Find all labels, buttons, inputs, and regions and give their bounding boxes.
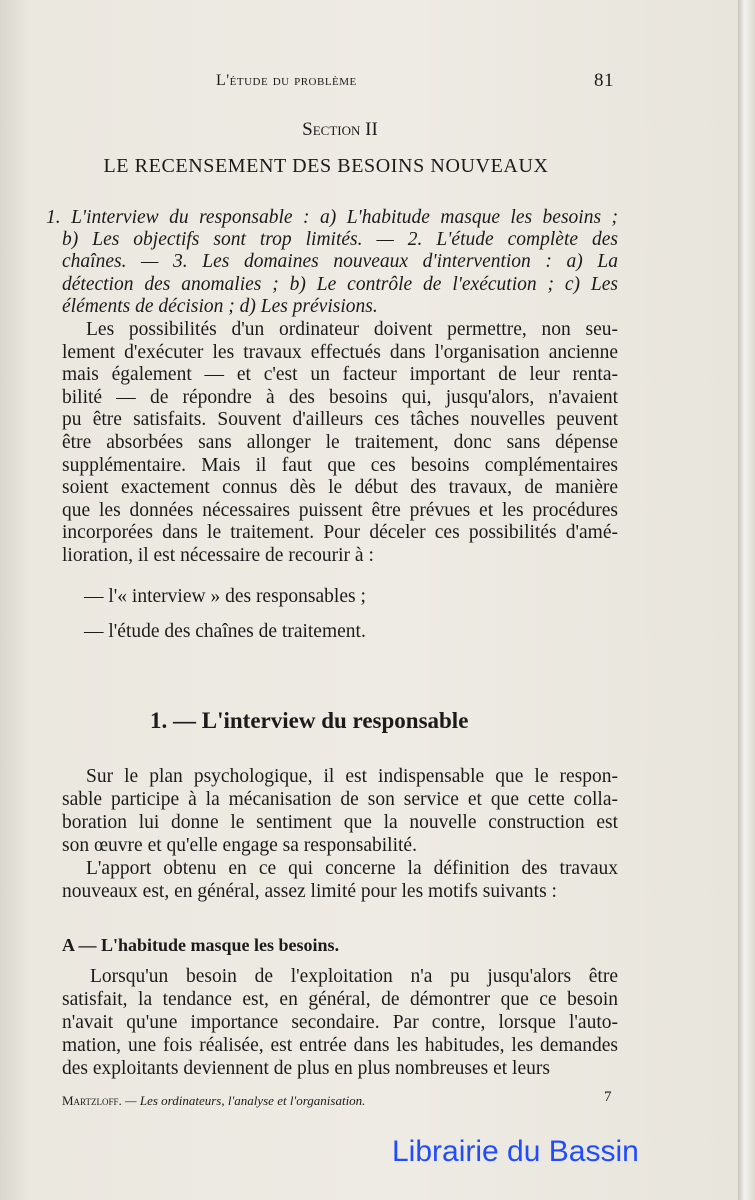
page-number: 81 xyxy=(594,70,614,91)
para4-line: des exploitants deviennent de plus en plus nombreuses et leurs xyxy=(62,1058,550,1079)
para2-line: sable participe à la mécanisation de son service et que cette colla- xyxy=(62,789,618,810)
subheading-habitude: A — L'habitude masque les besoins. xyxy=(62,935,340,955)
footer-citation xyxy=(62,1093,365,1109)
intro-line: bilité — de répondre à des besoins qui, jusqu'alors, n'avaient xyxy=(62,386,618,408)
intro-line: que les données nécessaires puissent être prévues et les procédures xyxy=(62,499,618,521)
para4-line: Lorsqu'un besoin de l'exploitation n'a pu jusqu'alors être xyxy=(90,966,618,987)
intro-line: être absorbées sans allonger le traitement, donc sans dépense xyxy=(62,432,618,453)
para2-line: Sur le plan psychologique, il est indispensable que le respon- xyxy=(86,766,618,787)
summary-line: b) Les objectifs sont trop limités. — 2. L'étude complète des xyxy=(62,229,618,251)
summary-line: chaînes. — 3. Les domaines nouveaux d'intervention : a) La xyxy=(62,251,618,273)
para3-line: nouveaux est, en général, assez limité pour les motifs suivants : xyxy=(62,881,557,902)
para4-line: n'avait qu'une importance secondaire. Par contre, lorsque l'auto- xyxy=(62,1012,618,1033)
para2-line: boration lui donne le sentiment que la nouvelle construction est xyxy=(62,812,618,833)
intro-line: supplémentaire. Mais il faut que ces besoins complémentaires xyxy=(62,454,618,476)
para3-line: L'apport obtenu en ce qui concerne la définition des travaux xyxy=(86,858,618,879)
section-title: LE RECENSEMENT DES BESOINS NOUVEAUX xyxy=(103,155,549,177)
footer-book-title: — Les ordinateurs, l'analyse et l'organisation. xyxy=(121,1093,366,1108)
running-title: L'étude du problème xyxy=(216,72,357,89)
intro-line: pu être satisfaits. Souvent d'ailleurs ces tâches nouvelles peuvent xyxy=(62,409,618,431)
signature-mark: 7 xyxy=(604,1089,612,1105)
intro-line: soient exactement connus dès le début des travaux, de manière xyxy=(62,477,618,499)
heading-interview: 1. — L'interview du responsable xyxy=(150,708,469,733)
intro-line: lement d'exécuter les travaux effectués dans l'organisation ancienne xyxy=(62,341,618,363)
section-label: Section II xyxy=(302,119,378,140)
watermark: Librairie du Bassin xyxy=(392,1135,639,1168)
para2-line: son œuvre et qu'elle engage sa responsabilité. xyxy=(62,835,417,856)
intro-line: incorporées dans le traitement. Pour déceler ces possibilités d'amé- xyxy=(62,522,618,544)
dash-item: — l'« interview » des responsables ; xyxy=(84,586,366,607)
para4-line: mation, une fois réalisée, est entrée dans les habitudes, les demandes xyxy=(62,1035,618,1056)
para4-line: satisfait, la tendance est, en général, de démontrer que ce besoin xyxy=(62,989,618,1010)
intro-line: mais également — et c'est un facteur important de leur renta- xyxy=(62,364,618,386)
summary-line: détection des anomalies ; b) Le contrôle de l'exécution ; c) Les xyxy=(62,273,618,295)
summary-line: éléments de décision ; d) Les prévisions. xyxy=(62,295,378,317)
intro-line: lioration, il est nécessaire de recourir à : xyxy=(62,545,374,566)
page-edge xyxy=(738,0,755,1200)
footer-author: Martzloff. xyxy=(62,1093,122,1108)
summary-line: 1. L'interview du responsable : a) L'habitude masque les besoins ; xyxy=(46,207,618,228)
intro-line: Les possibilités d'un ordinateur doivent permettre, non seu- xyxy=(86,319,618,340)
dash-item: — l'étude des chaînes de traitement. xyxy=(84,621,366,642)
